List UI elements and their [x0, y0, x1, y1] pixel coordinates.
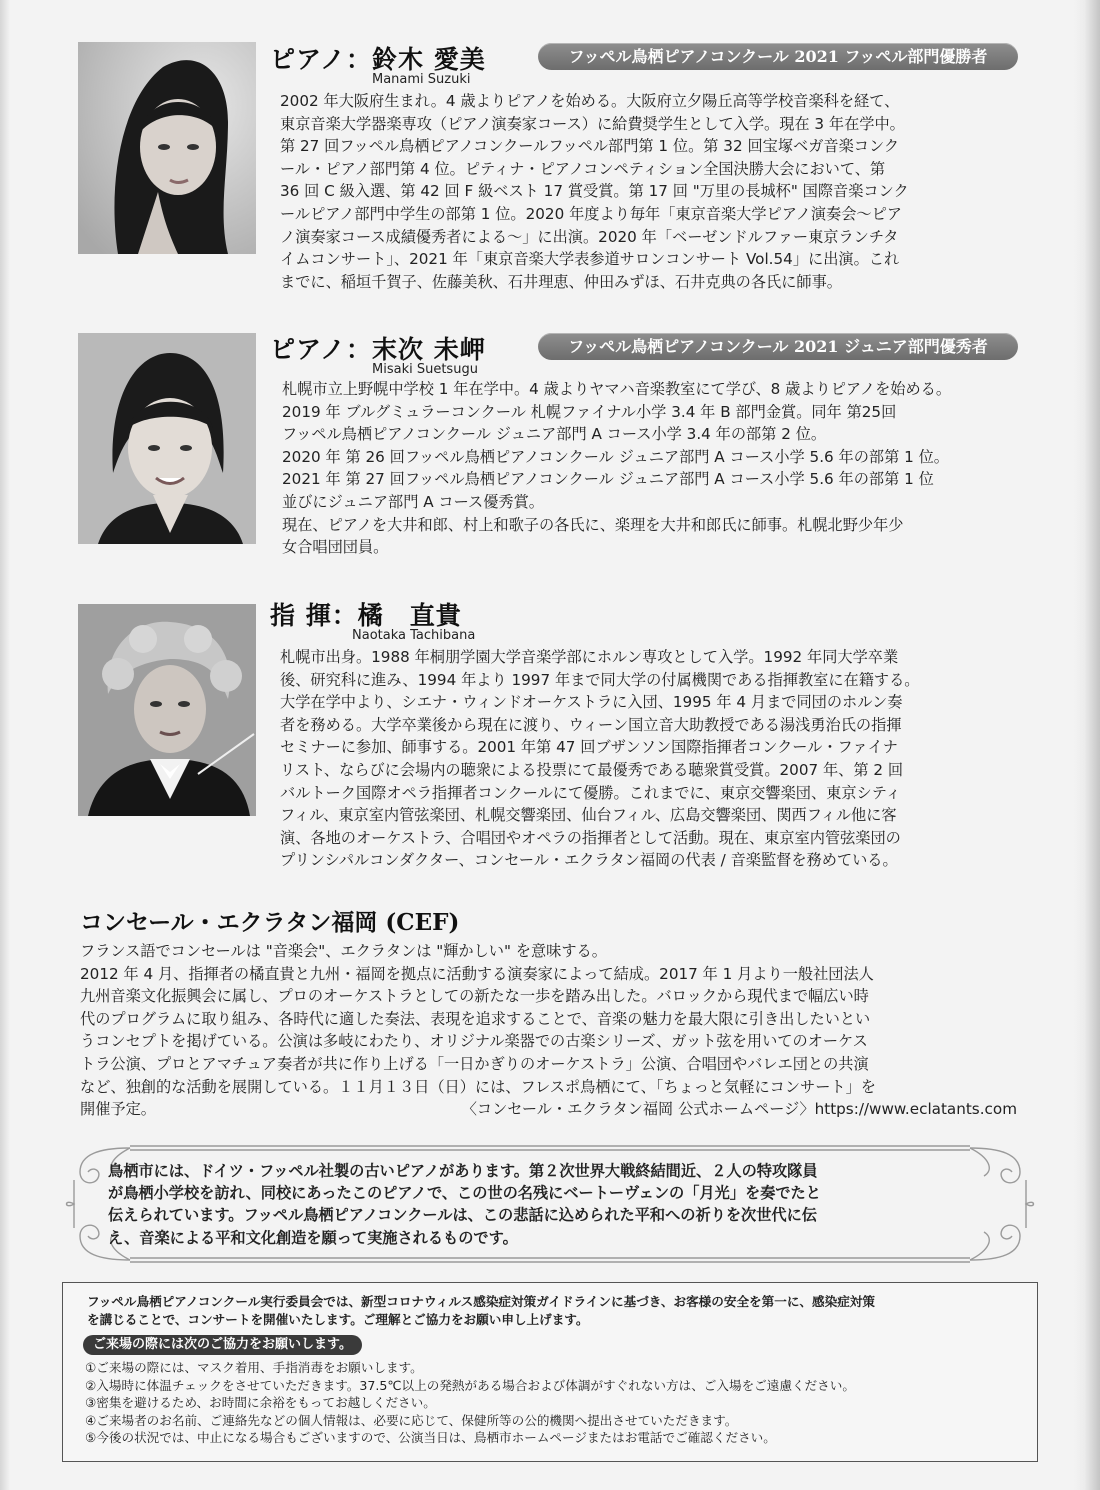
story-line: 鳥栖市には、ドイツ・フッペル社製の古いピアノがあります。第２次世界大戦終結間近、２人の特攻隊員 [108, 1162, 818, 1180]
notice-intro-line: フッペル鳥栖ピアノコンクール実行委員会では、新型コロナウィルス感染症対策ガイドラインに基づき、お客様の安全を第一に、感染症対策 [87, 1294, 875, 1309]
performer-photo-tachibana [78, 604, 256, 816]
performer-romaji: Manami Suzuki [372, 72, 471, 87]
cef-line: うコンセプトを掲げている。公演は多岐にわたり、オリジナル楽器での古楽シリーズ、ガット弦を用いてのオーケス [80, 1032, 868, 1051]
cef-line: など、独創的な活動を展開している。１１月１３日（日）には、フレスポ鳥栖にて、「ちょっと気軽にコンサート」を [80, 1077, 876, 1096]
performer-bio [282, 378, 951, 559]
cef-line: トラ公演、プロとアマチュア奏者が共に作り上げる「一日かぎりのオーケストラ」公演、合唱団やバレエ団との共演 [80, 1054, 869, 1073]
bio-line: セミナーに参加、師事する。2001 年第 47 回ブザンソン国際指揮者コンクール・ファイナ [280, 738, 898, 757]
performer-name: 指 揮：橘 直貴 [270, 601, 462, 630]
bio-line: フィル、東京室内管弦楽団、札幌交響楽団、仙台フィル、広島交響楽団、関西フィル他に客 [280, 806, 897, 825]
bio-line: 2002 年大阪府生まれ。4 歳よりピアノを始める。大阪府立夕陽丘高等学校音楽科を経て、 [280, 92, 900, 110]
notice-item: ④ご来場者のお名前、ご連絡先などの個人情報は、必要に応じて、保健所等の公的機関へ提出させていただきます。 [85, 1412, 738, 1428]
covid-notice-box [62, 1282, 1038, 1462]
performer-romaji: Naotaka Tachibana [352, 628, 476, 643]
bio-line: 札幌市出身。1988 年桐朋学園大学音楽学部にホルン専攻として入学。1992 年同大学卒業 [280, 648, 899, 666]
bio-line: プリンシパルコンダクター、コンセール・エクラタン福岡の代表 / 音楽監督を務めている。 [280, 851, 898, 870]
bio-line: 者を務める。大学卒業後から現在に渡り、ウィーン国立音大助教授である湯浅勇治氏の指揮 [280, 715, 902, 734]
notice-item: ⑤今後の状況では、中止になる場合もございますので、公演当日は、鳥栖市ホームページまたはお電話でご確認ください。 [85, 1430, 776, 1446]
story-line: え、音楽による平和文化創造を願って実施されるものです。 [108, 1228, 518, 1247]
bio-line: 2019 年 ブルグミュラーコンクール 札幌ファイナル小学 3.4 年 B 部門金賞。同年 第25回 [282, 402, 897, 421]
bio-line: ールピアノ部門中学生の部第 1 位。2020 年度より毎年「東京音楽大学ピアノ演奏会～ピア [280, 204, 902, 223]
story-line: 伝えられています。フッペル鳥栖ピアノコンクールは、この悲話に込められた平和への祈りを次世代に伝 [108, 1206, 817, 1225]
cef-line: 代のプログラムに取り組み、各時代に適した奏法、表現を追求することで、音楽の魅力を最大限に引き出したいとい [80, 1009, 871, 1028]
notice-heading: ご来場の際には次のご協力をお願いします。 [83, 1335, 362, 1355]
bio-line: 後、研究科に進み、1994 年より 1997 年まで同大学の付属機関である指揮教室に在籍する。 [280, 670, 920, 689]
cef-line: 開催予定。 [80, 1100, 156, 1119]
notice-intro-line: を講じることで、コンサートを開催いたします。ご理解とご協力をお願い申し上げます。 [87, 1312, 589, 1327]
bio-line: ール・ピアノ部門第 4 位。ピティナ・ピアノコンペティション全国決勝大会において、第 [280, 159, 886, 178]
cef-homepage-link[interactable]: 〈コンセール・エクラタン福岡 公式ホームページ〉https://www.eclatants.com [461, 1100, 1017, 1118]
notice-list [85, 1359, 855, 1447]
bio-line: リスト、ならびに会場内の聴衆による投票にて最優秀である聴衆賞受賞。2007 年、第 2 回 [280, 760, 904, 779]
bio-line: までに、稲垣千賀子、佐藤美秋、石井理恵、仲田みずほ、石井克典の各氏に師事。 [280, 272, 842, 291]
bio-line: 東京音楽大学器楽専攻（ピアノ演奏家コース）に給費奨学生として入学。現在 3 年在学中。 [280, 114, 905, 133]
bio-line: 演、各地のオーケストラ、合唱団やオペラの指揮者として活動。現在、東京室内管弦楽団の [280, 828, 901, 847]
cef-title: コンセール・エクラタン福岡 (CEF) [80, 909, 460, 936]
performer-photo-suetsugu [78, 333, 256, 544]
bio-line: 札幌市立上野幌中学校 1 年在学中。4 歳よりヤマハ音楽教室にて学び、8 歳よりピアノを始める。 [282, 380, 952, 398]
bio-line: 女合唱団団員。 [282, 538, 389, 557]
bio-line: 2021 年 第 27 回フッペル鳥栖ピアノコンクール ジュニア部門 A コース小学 5.6 年の部第 1 位 [282, 470, 934, 489]
performer-romaji: Misaki Suetsugu [372, 362, 478, 377]
award-badge: フッペル鳥栖ピアノコンクール 2021 フッペル部門優勝者 [538, 43, 1018, 70]
bio-line: イムコンサート」、2021 年「東京音楽大学表参道サロンコンサート Vol.54」に出演。これ [280, 250, 900, 269]
bio-line: 2020 年 第 26 回フッペル鳥栖ピアノコンクール ジュニア部門 A コース小学 5.6 年の部第 1 位。 [282, 447, 949, 466]
bio-line: 現在、ピアノを大井和郎、村上和歌子の各氏に、楽理を大井和郎氏に師事。札幌北野少年少 [282, 515, 904, 534]
performer-bio [280, 90, 909, 293]
performer-bio [280, 646, 919, 872]
notice-item: ③密集を避けるため、お時間に余裕をもってお越しください。 [85, 1395, 436, 1411]
performer-name: ピアノ：鈴木 愛美 [270, 45, 486, 74]
bio-line: 大学在学中より、シエナ・ウィンドオーケストラに入団、1995 年 4 月まで同団のホルン奏 [280, 693, 903, 712]
notice-intro [87, 1293, 875, 1329]
performer-photo-suzuki [78, 42, 256, 254]
bio-line: 並びにジュニア部門 A コース優秀賞。 [282, 492, 544, 511]
notice-item: ①ご来場の際には、マスク着用、手指消毒をお願いします。 [85, 1360, 423, 1375]
cef-line: 2012 年 4 月、指揮者の橘直貴と九州・福岡を拠点に活動する演奏家によって結成。2017 年 1 月より一般社団法人 [80, 964, 874, 983]
cef-line: フランス語でコンセールは "音楽会"、エクラタンは "輝かしい" を意味する。 [80, 942, 607, 960]
page-edge-left [0, 0, 10, 1490]
bio-line: 36 回 C 級入選、第 42 回 F 級ベスト 17 賞受賞。第 17 回 "万里の長城杯" 国際音楽コンク [280, 182, 909, 201]
story-line: が鳥栖小学校を訪れ、同校にあったこのピアノで、この世の名残にベートーヴェンの「月光」を奏でたと [108, 1184, 821, 1203]
notice-item: ②入場時に体温チェックをさせていただきます。37.5℃以上の発熱がある場合および体調がすぐれない方は、ご入場をご遠慮ください。 [85, 1377, 855, 1393]
cef-line: 九州音楽文化振興会に属し、プロのオーケストラとしての新たな一歩を踏み出した。バロックから現代まで幅広い時 [80, 987, 869, 1006]
bio-line: ノ演奏家コース成績優秀者による～」に出演。2020 年「ベーゼンドルファー東京ランチタ [280, 227, 899, 246]
award-badge: フッペル鳥栖ピアノコンクール 2021 ジュニア部門優秀者 [538, 333, 1018, 360]
bio-line: バルトーク国際オペラ指揮者コンクールにて優勝。これまでに、東京交響楽団、東京シティ [280, 783, 901, 802]
page-edge-right [1074, 0, 1100, 1490]
story-text [108, 1160, 1008, 1249]
bio-line: 第 27 回フッペル鳥栖ピアノコンクールフッペル部門第 1 位。第 32 回宝塚ベガ音楽コンク [280, 137, 900, 156]
cef-description [80, 940, 1020, 1121]
bio-line: フッペル鳥栖ピアノコンクール ジュニア部門 A コース小学 3.4 年の部第 2 位。 [282, 425, 827, 444]
performer-name: ピアノ：末次 未岬 [270, 335, 486, 364]
